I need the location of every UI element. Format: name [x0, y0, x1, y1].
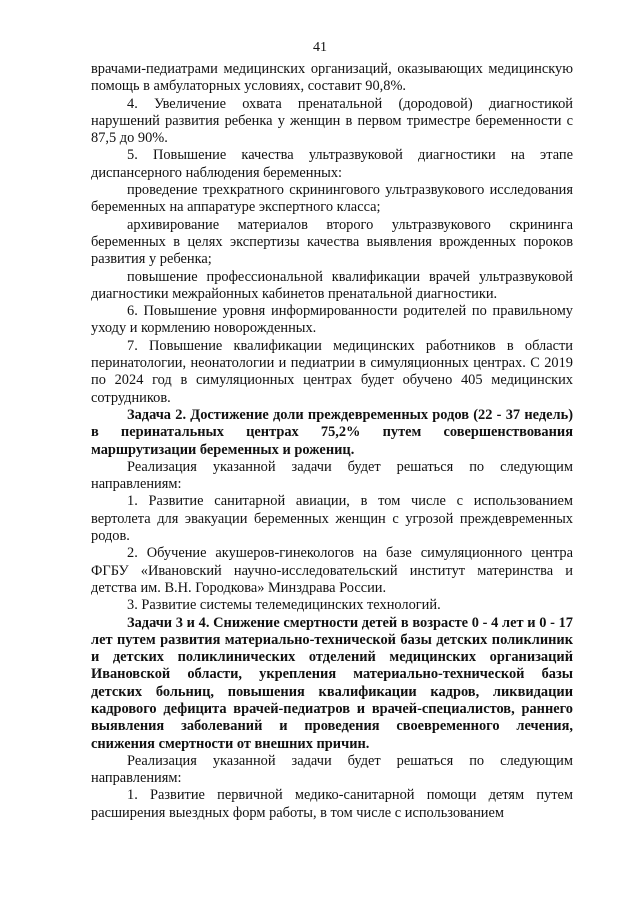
paragraph-task-2-intro: Реализация указанной задачи будет решаться по следующим направлениям:: [91, 458, 573, 493]
paragraph-item-4: 4. Увеличение охвата пренатальной (дородовой) диагностикой нарушений развития ребенка у женщин в первом триместре беременности с 87,5 до 90%.: [91, 95, 573, 147]
paragraph-task-2-item-3: 3. Развитие системы телемедицинских технологий.: [127, 597, 441, 614]
page-number: 41: [313, 40, 327, 55]
paragraph-task-2-item-2: 2. Обучение акушеров-гинекологов на базе симуляционного центра ФГБУ «Ивановский научно-исследовательский институт материнства и детства им. В.Н. Городкова» Минздрава России.: [91, 545, 573, 596]
paragraph-item-6: 6. Повышение уровня информированности родителей по правильному уходу и кормлению новорожденных.: [91, 303, 573, 337]
paragraph-continuation: врачами-педиатрами медицинских организаций, оказывающих медицинскую помощь в амбулаторных условиях, составит 90,8%.: [91, 61, 573, 95]
paragraph-task-2-item-1: 1. Развитие санитарной авиации, в том числе с использованием вертолета для эвакуации беременных женщин с угрозой преждевременных родов.: [91, 493, 573, 545]
task-3-4-heading: Задачи 3 и 4. Снижение смертности детей в возрасте 0 - 4 лет и 0 - 17 лет путем развития материально-технической базы детских поликлиник и детских поликлинических отделений медицинских организаций Ивановской области, укрепления материально-технической базы детских больниц, повышения квалификации кадров, ликвидации кадрового дефицита врачей-педиатров и врачей-специалистов, раннего выявления заболеваний и проведения своевременного лечения, снижения смертности от внешних причин.: [91, 614, 573, 752]
paragraph-item-5: 5. Повышение качества ультразвуковой диагностики на этапе диспансерного наблюдения беременных:: [91, 147, 573, 181]
paragraph-task-3-4-intro: Реализация указанной задачи будет решаться по следующим направлениям:: [91, 752, 573, 787]
paragraph-subitem-screening: проведение трехкратного скринингового ультразвукового исследования беременных на аппаратуре экспертного класса;: [91, 182, 573, 216]
task-2-heading: Задача 2. Достижение доли преждевременных родов (22 - 37 недель) в перинатальных центрах 75,2% путем совершенствования маршрутизации беременных и рожениц.: [91, 406, 573, 458]
paragraph-task-3-4-item-1: 1. Развитие первичной медико-санитарной помощи детям путем расширения выездных форм работы, в том числе с использованием: [91, 787, 573, 821]
paragraph-subitem-archiving: архивирование материалов второго ультразвукового скрининга беременных в целях экспертизы качества выявления врожденных пороков развития у ребенка;: [91, 216, 573, 268]
document-body: [91, 61, 573, 822]
paragraph-item-7: 7. Повышение квалификации медицинских работников в области перинатологии, неонатологии и педиатрии в симуляционных центрах. С 2019 по 2024 год в симуляционных центрах будет обучено 405 медицинских сотрудников.: [91, 337, 573, 406]
paragraph-subitem-qualification: повышение профессиональной квалификации врачей ультразвуковой диагностики межрайонных кабинетов пренатальной диагностики.: [91, 268, 573, 302]
